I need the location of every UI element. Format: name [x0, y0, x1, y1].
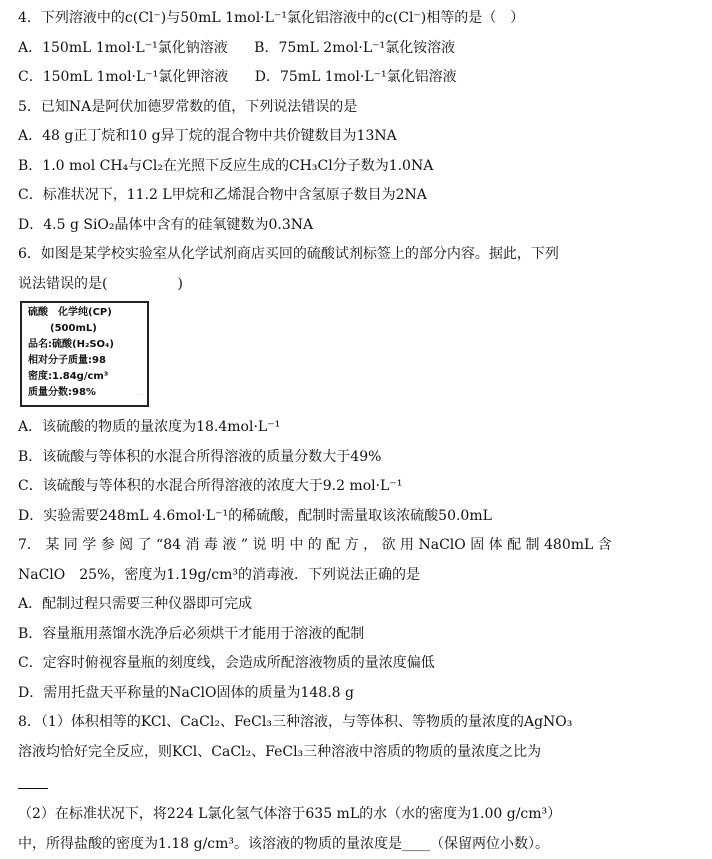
q8-part2-line2: 中，所得盐酸的密度为1.18 g/cm³。该溶液的物质的量浓度是____（保留两位小数）。	[18, 830, 694, 859]
q8-part1-line1: 8．（1）体积相等的KCl、CaCl₂、FeCl₃三种溶液，与等体积、等物质的量浓度的AgNO₃	[18, 708, 694, 738]
q6-stem-line2: 说法错误的是( )	[18, 270, 694, 300]
reagent-label	[20, 301, 149, 407]
answer-blank[interactable]	[18, 774, 48, 789]
q6-stem-line1: 6．如图是某学校实验室从化学试剂商店买回的硫酸试剂标签上的部分内容。据此，下列	[18, 240, 694, 270]
q4-option-d: D．75mL 1mol·L⁻¹氯化铝溶液	[255, 69, 457, 85]
q5-option-c: C．标准状况下，11.2 L甲烷和乙烯混合物中含氢原子数目为2NA	[18, 181, 694, 211]
q4-option-c: C．150mL 1mol·L⁻¹氯化钾溶液	[18, 69, 228, 85]
label-line5: 密度:1.84g/cm³	[28, 369, 141, 385]
q5-option-a: A．48 g正丁烷和10 g异丁烷的混合物中共价键数目为13NA	[18, 122, 694, 152]
q4-option-a: A．150mL 1mol·L⁻¹氯化钠溶液	[18, 40, 228, 56]
label-line6: 质量分数:98%	[28, 385, 141, 401]
q8-part2-line1: （2）在标准状况下，将224 L氯化氢气体溶于635 mL的水（水的密度为1.00 g/cm³）	[18, 800, 694, 830]
q4-stem: 4．下列溶液中的c(Cl⁻)与50mL 1mol·L⁻¹氯化铝溶液中的c(Cl⁻)相等的是（ ）	[18, 4, 694, 34]
q4-option-b: B．75mL 2mol·L⁻¹氯化铵溶液	[254, 40, 455, 56]
q8-part1-line2: 溶液均恰好完全反应，则KCl、CaCl₂、FeCl₃三种溶液中溶质的物质的量浓度之比为	[18, 738, 694, 768]
q4-options-ab	[18, 34, 694, 64]
q4-options-cd	[18, 63, 694, 93]
label-line2: (500mL)	[28, 321, 141, 337]
label-line3: 品名:硫酸(H₂SO₄)	[28, 337, 141, 353]
label-line1: 硫酸 化学纯(CP)	[28, 305, 141, 321]
q5-option-b: B．1.0 mol CH₄与Cl₂在光照下反应生成的CH₃Cl分子数为1.0NA	[18, 152, 694, 182]
q7-option-c: C．定容时俯视容量瓶的刻度线，会造成所配溶液物质的量浓度偏低	[18, 649, 694, 679]
q7-option-b: B．容量瓶用蒸馏水洗净后必须烘干才能用于溶液的配制	[18, 620, 694, 650]
q6-option-b: B．该硫酸与等体积的水混合所得溶液的质量分数大于49%	[18, 443, 694, 473]
q7-stem-line1: 7． 某 同 学 参 阅 了 “84 消 毒 液 ” 说 明 中 的 配 方 ， 欲 用 NaClO 固 体 配 制 480mL 含	[18, 531, 694, 561]
q6-option-a: A．该硫酸的物质的量浓度为18.4mol·L⁻¹	[18, 413, 694, 443]
q8-answer-blank-row	[18, 767, 694, 800]
watermark: ·····	[137, 387, 143, 403]
q5-option-d: D．4.5 g SiO₂晶体中含有的硅氧键数为0.3NA	[18, 211, 694, 241]
q7-option-d: D．需用托盘天平称量的NaClO固体的质量为148.8 g	[18, 679, 694, 709]
q6-option-c: C．该硫酸与等体积的水混合所得溶液的浓度大于9.2 mol·L⁻¹	[18, 472, 694, 502]
label-line4: 相对分子质量:98	[28, 353, 141, 369]
q7-stem-line2: NaClO 25%，密度为1.19g/cm³的消毒液．下列说法正确的是	[18, 561, 694, 591]
q7-option-a: A．配制过程只需要三种仪器即可完成	[18, 590, 694, 620]
q6-option-d: D．实验需要248mL 4.6mol·L⁻¹的稀硫酸，配制时需量取该浓硫酸50.0mL	[18, 502, 694, 532]
q5-stem: 5．已知NA是阿伏加德罗常数的值，下列说法错误的是	[18, 93, 694, 123]
